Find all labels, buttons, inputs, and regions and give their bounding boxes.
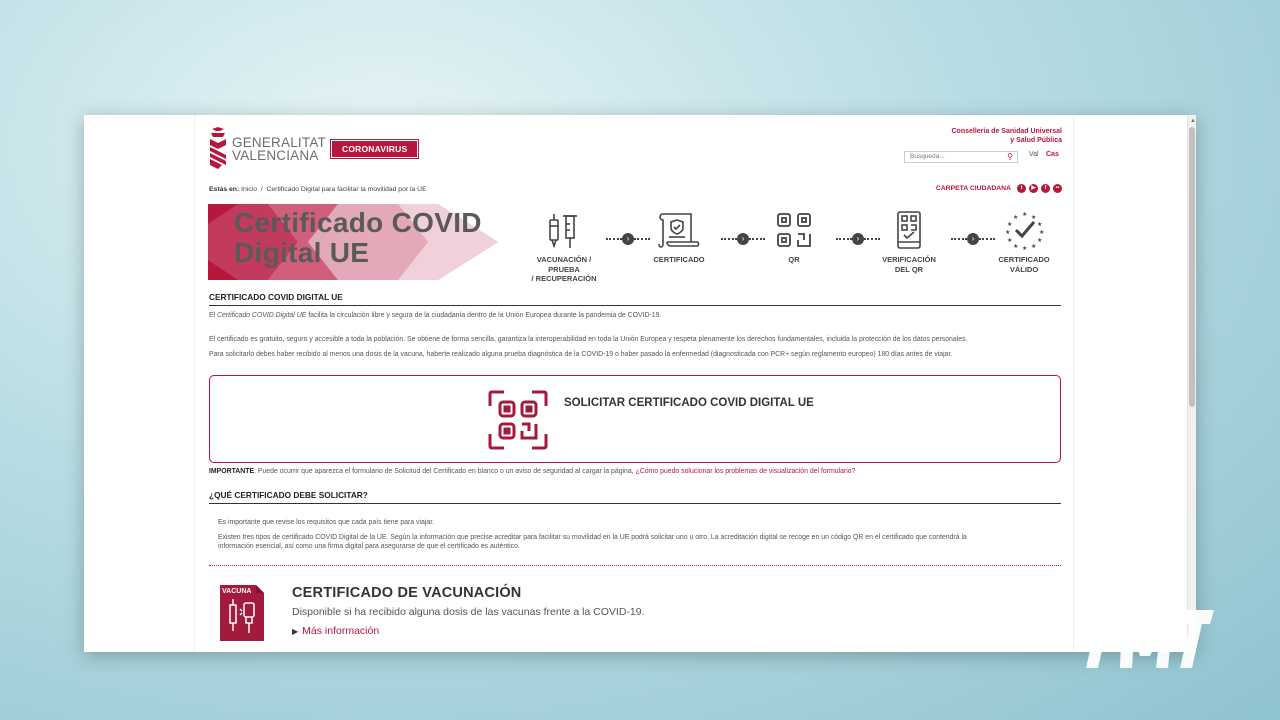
logo-text [232, 136, 326, 162]
svg-text:★: ★ [1007, 237, 1013, 244]
search-placeholder: Búsqueda... [910, 153, 945, 160]
step-label-line1: CERTIFICADO [653, 255, 705, 264]
flickr-icon[interactable]: •• [1053, 184, 1062, 193]
breadcrumb [209, 186, 427, 193]
scrollbar-thumb[interactable] [1189, 127, 1195, 407]
hero-banner [208, 204, 498, 280]
conselleria-line1: Conselleria de Sanidad Universal [951, 128, 1062, 135]
step-certificado [639, 209, 719, 265]
paragraph-tipos-line2: información esencial, así como una firma digital para asegurarse de que el certificado es auténtico. [218, 543, 520, 550]
scroll-up-icon[interactable]: ▲ [1190, 118, 1196, 124]
broadcaster-logo [1080, 604, 1214, 670]
solicitar-certificado-button[interactable] [209, 375, 1061, 463]
svg-text:★: ★ [1039, 229, 1044, 236]
lang-cas-link[interactable]: Cas [1046, 151, 1059, 158]
step-label-line2: / RECUPERACIÓN [531, 274, 597, 283]
twitter-icon[interactable]: t [1017, 184, 1026, 193]
process-steps [524, 209, 1054, 289]
visualization-help-link[interactable]: ¿Cómo puedo solucionar los problemas de visualización del formulario? [635, 468, 856, 475]
svg-text:★: ★ [1022, 211, 1028, 218]
solicitar-certificado-label: SOLICITAR CERTIFICADO COVID DIGITAL UE [564, 397, 814, 409]
banner-title-line2: Digital UE [234, 237, 370, 268]
step-label-line2: VÁLIDO [1009, 264, 1039, 274]
paragraph-gratuito: El certificado es gratuito, seguro y accesible a toda la población. Se obtiene de forma sencilla, garantiza la interoperabilidad en toda la Unión Europea y respeta plenamente los derechos fundamentales, incluida la protección de los datos personales. [209, 336, 968, 343]
important-notice [209, 468, 855, 475]
step-label-line1: VERIFICACIÓN [882, 255, 936, 264]
lang-val-link[interactable]: Val [1029, 151, 1039, 158]
step-label-line1: QR [788, 255, 800, 264]
paragraph-tipos-line1: Existen tres tipos de certificado COVID Digital de la UE. Según la información que precise acreditar para facilitar su movilidad en la UE podrá solicitar uno u otro. La acreditación digital se recoge en un código QR en el certificado que contendrá la [218, 534, 967, 541]
arrow-right-icon: › [852, 233, 864, 245]
vacunacion-title: CERTIFICADO DE VACUNACIÓN [292, 585, 522, 601]
qr-icon [488, 390, 548, 450]
paragraph-requisitos: Para solicitarlo debes haber recibido al menos una dosis de la vacuna, haberte realizado alguna prueba diagnóstica de la COVID-19 o haber pasado la enfermedad (diagnosticada con PCR+ según reglamento europeo) 180 días antes de viajar. [209, 351, 953, 358]
mas-informacion-link[interactable] [292, 625, 379, 637]
step-verificacion [869, 209, 949, 274]
svg-text:★: ★ [1013, 214, 1019, 221]
svg-text:★: ★ [1022, 245, 1028, 250]
arrow-right-icon: › [737, 233, 749, 245]
step-qr [754, 209, 834, 265]
certificate-icon [657, 210, 701, 250]
breadcrumb-separator: / [260, 186, 263, 193]
section-title-certificado: CERTIFICADO COVID DIGITAL UE [209, 292, 1061, 306]
triangle-right-icon: ▶ [292, 627, 299, 636]
page-scrollbar[interactable] [1187, 115, 1196, 652]
qr-icon [774, 210, 814, 250]
gva-logo[interactable] [208, 127, 326, 171]
breadcrumb-label: Estás en: [209, 186, 240, 193]
svg-text:★: ★ [1013, 243, 1019, 250]
paragraph-tipos [218, 533, 1061, 551]
banner-title-line1: Certificado COVID [234, 207, 482, 238]
svg-text:★: ★ [1007, 221, 1013, 228]
gva-shield-icon [208, 127, 228, 171]
intro-italic: Certificado COVID Digital UE [217, 312, 307, 319]
vaccine-document-icon [218, 583, 266, 643]
mas-informacion-label: Más información [302, 625, 380, 637]
carpeta-ciudadana-link[interactable]: CARPETA CIUDADANA [935, 185, 1011, 192]
step-label-line1: VACUNACIÓN / PRUEBA [536, 255, 592, 274]
conselleria-link[interactable] [952, 127, 1063, 145]
svg-text:★: ★ [1031, 243, 1037, 250]
breadcrumb-current: Certificado Digital para facilitar la movilidad por la UE [266, 186, 427, 193]
svg-text:★: ★ [1037, 237, 1043, 244]
logo-line2: VALENCIANA [232, 148, 319, 163]
svg-text:★: ★ [1005, 229, 1011, 236]
svg-text:★: ★ [1031, 214, 1037, 221]
page-content [194, 115, 1074, 652]
browser-screen [84, 115, 1196, 652]
breadcrumb-home-link[interactable]: Inicio [241, 186, 257, 193]
step-label-line1: CERTIFICADO [998, 255, 1050, 264]
vacunacion-description: Disponible si ha recibido alguna dosis de las vacunas frente a la COVID-19. [292, 606, 645, 618]
svg-text:★: ★ [1037, 221, 1043, 228]
section-title-que-certificado: ¿QUÉ CERTIFICADO DEBE SOLICITAR? [209, 490, 1061, 504]
intro-prefix: El [209, 312, 218, 319]
important-label: IMPORTANTE [209, 468, 255, 475]
search-input[interactable] [904, 151, 1018, 163]
vacuna-badge-label: VACUNA [222, 588, 252, 595]
check-stars-icon [1004, 210, 1044, 250]
search-icon[interactable]: ⚲ [1007, 152, 1013, 161]
important-text: : Puede ocurrir que aparezca el formulario de Solicitud del Certificado en blanco o un aviso de seguridad al cargar la página, [254, 468, 636, 475]
coronavirus-button-label: CORONAVIRUS [332, 141, 417, 157]
step-label-line2: DEL QR [894, 264, 924, 274]
paragraph-revise-requisitos: Es importante que revise los requisitos que cada país tiene para viajar. [218, 519, 435, 526]
banner-title [234, 208, 482, 268]
step-certificado-valido [984, 209, 1064, 274]
intro-paragraph [209, 311, 1061, 320]
step-vacunacion [524, 209, 604, 284]
logo-line1: GENERALITAT [232, 135, 326, 150]
arrow-right-icon: › [967, 233, 979, 245]
arrow-right-icon: › [622, 233, 634, 245]
intro-suffix: facilita la circulación libre y segura de la ciudadanía dentro de la Unión Europea durante la pandemia de COVID-19. [306, 312, 662, 319]
facebook-icon[interactable]: f [1041, 184, 1050, 193]
youtube-icon[interactable]: ▶ [1029, 184, 1038, 193]
conselleria-line2: y Salud Pública [1010, 137, 1062, 144]
dotted-separator [209, 565, 1061, 566]
coronavirus-button[interactable] [330, 139, 419, 159]
phone-qr-icon [894, 210, 924, 250]
vaccine-icon [544, 210, 584, 250]
carpeta-ciudadana [936, 184, 1062, 193]
